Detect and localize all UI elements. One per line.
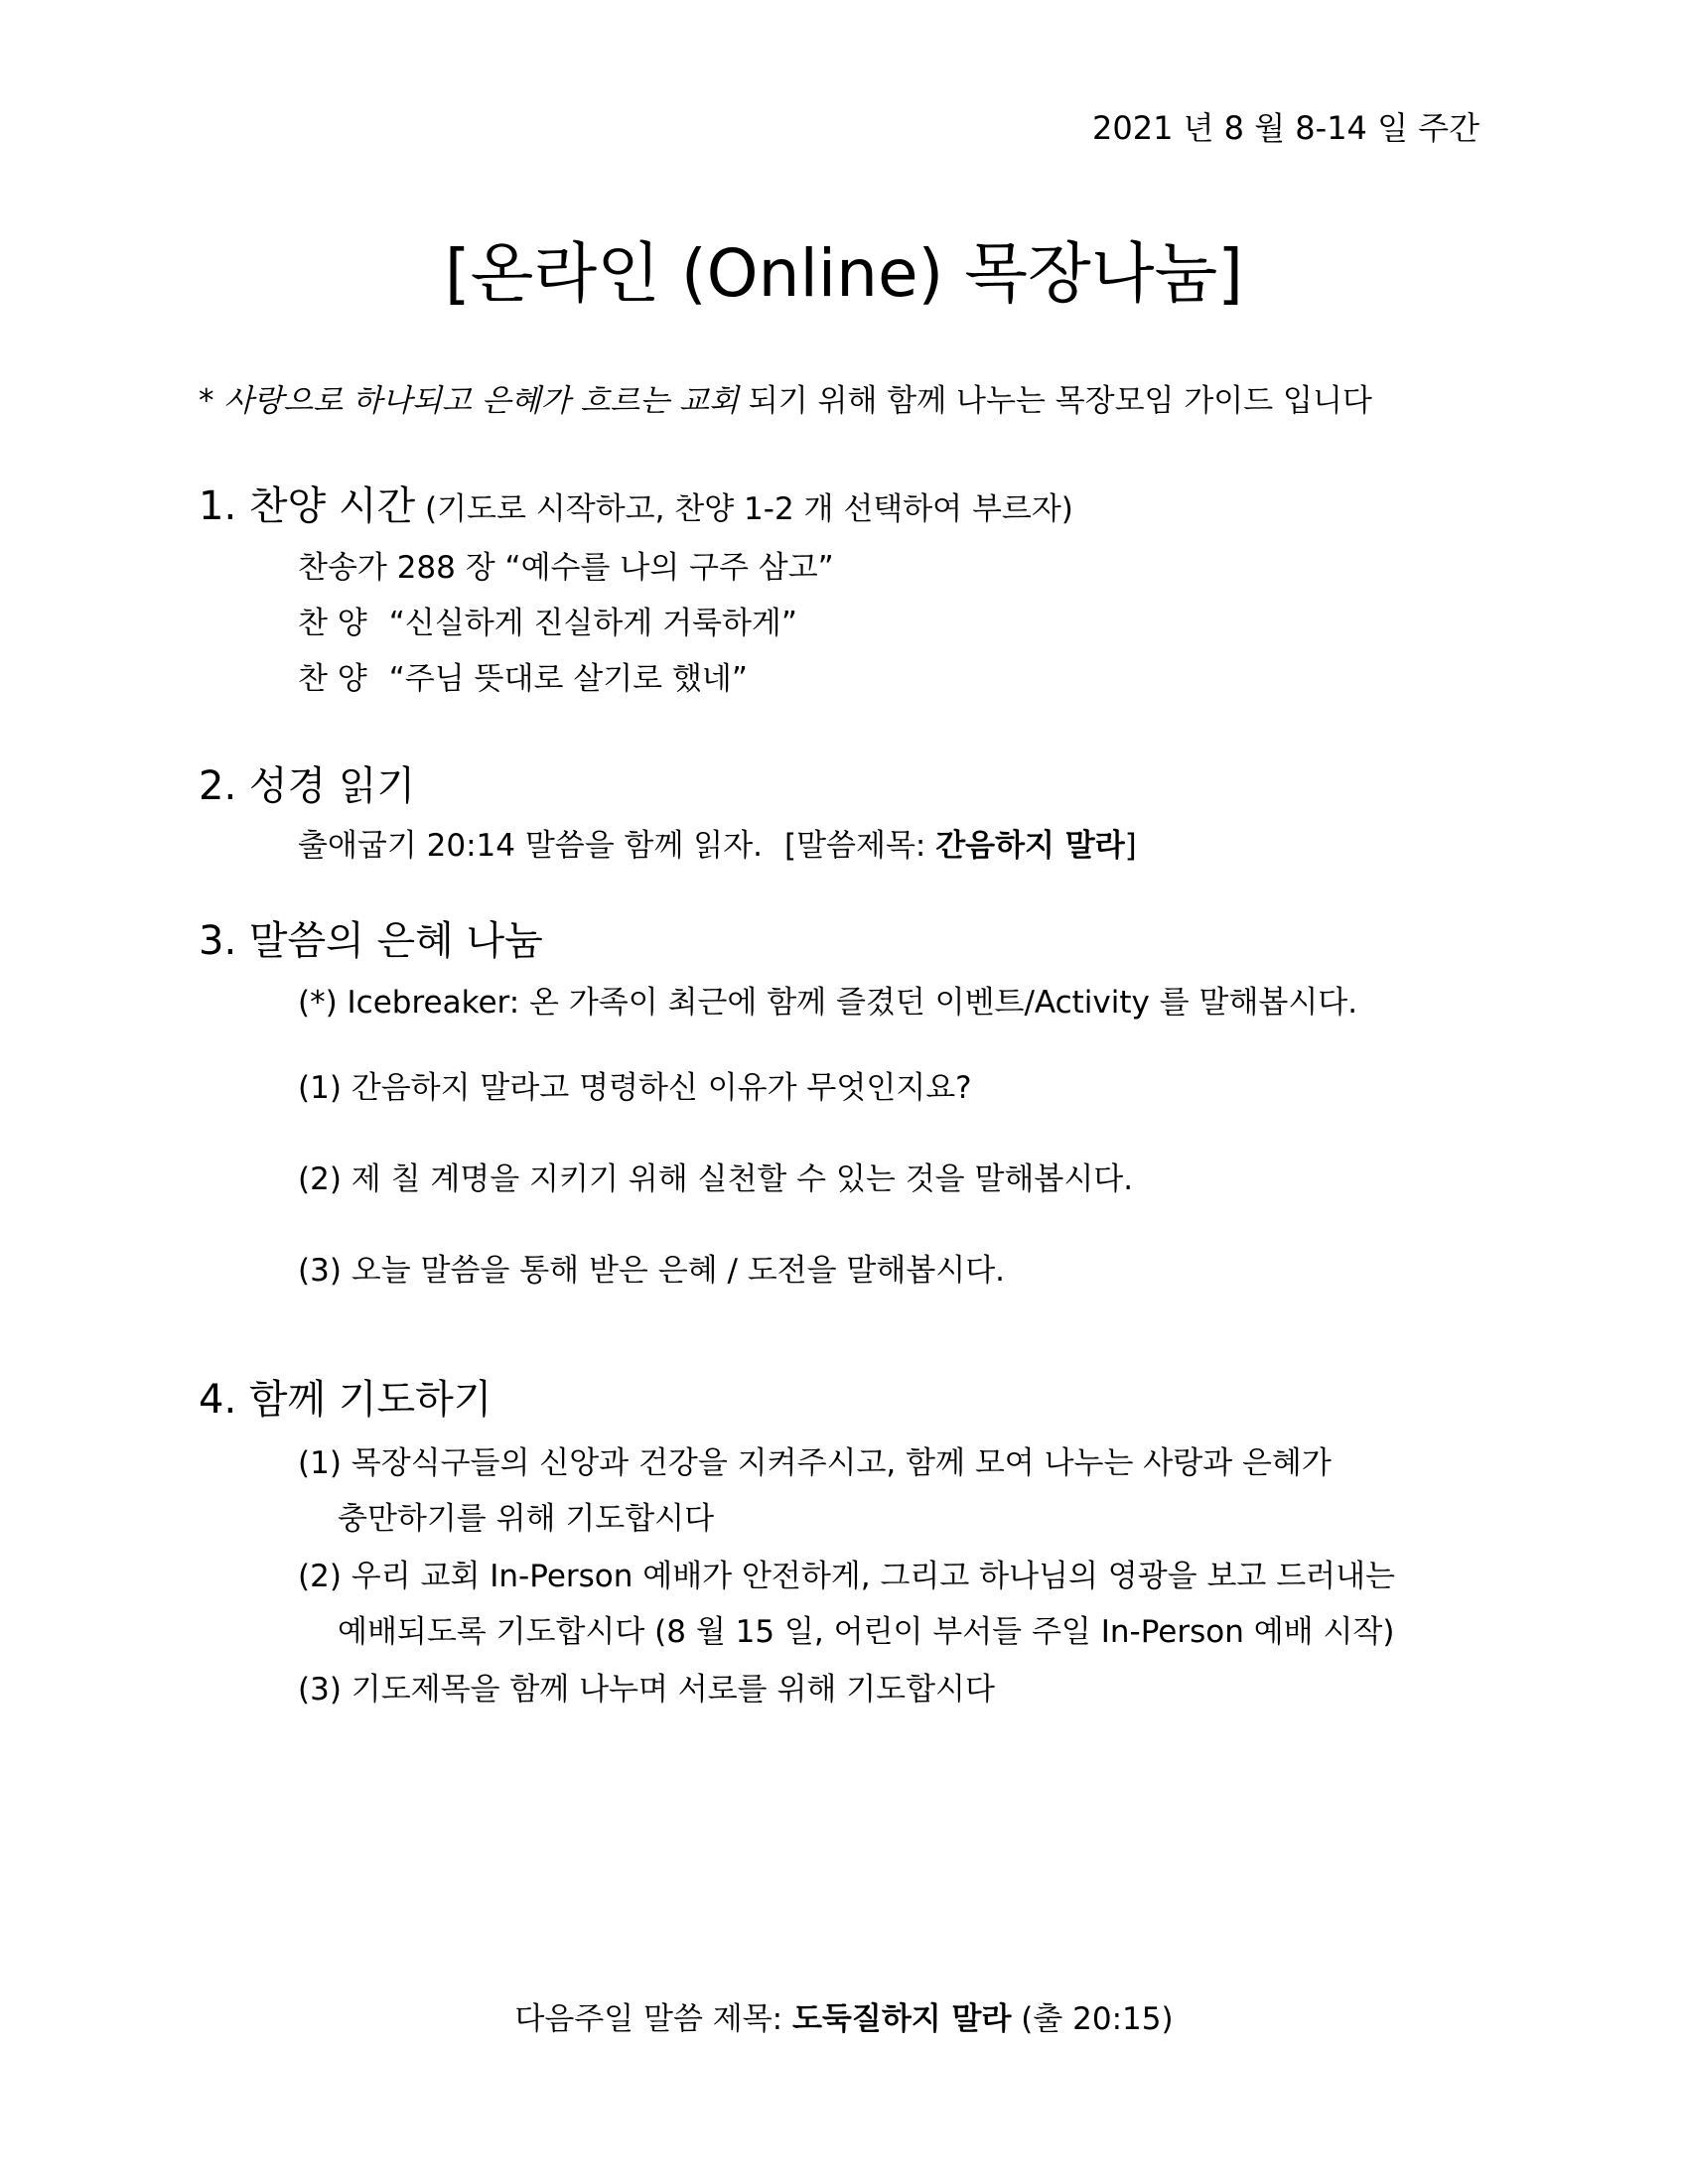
footer-prefix: 다음주일 말씀 제목: (514, 2001, 792, 2037)
prayer-item-line: (1) 목장식구들의 신앙과 건강을 지켜주시고, 함께 모여 나누는 사랑과 은혜가 (298, 1445, 1332, 1481)
footer-sermon-title: 도둑질하지 말라 (791, 2001, 1012, 2037)
song-label: 찬 양 (298, 661, 367, 697)
intro-church-motto: 사랑으로 하나되고 은혜가 흐르는 교회 (223, 383, 739, 419)
sermon-title: 간음하지 말라 (935, 828, 1125, 864)
song-title: “신실하게 진실하게 거룩하게” (388, 606, 797, 641)
song-item (298, 542, 834, 587)
week-date: 2021 년 8 월 8-14 일 주간 (1091, 109, 1479, 147)
section-sharing-heading: 3. 말씀의 은혜 나눔 (199, 918, 543, 964)
discussion-question: (1) 간음하지 말라고 명령하신 이유가 무엇인지요? (298, 1070, 972, 1106)
bible-reading (298, 820, 1137, 865)
section-heading-text: 1. 찬양 시간 (199, 483, 416, 529)
section-worship-heading (199, 475, 1073, 531)
prayer-item-line: 충만하기를 위해 기도합시다 (338, 1501, 715, 1537)
song-item (298, 653, 748, 698)
song-title: “주님 뜻대로 살기로 했네” (388, 661, 748, 697)
prayer-item-line: (2) 우리 교회 In-Person 예배가 안전하게, 그리고 하나님의 영광을 보고 드러내는 (298, 1559, 1395, 1594)
section-note: (기도로 시작하고, 찬양 1-2 개 선택하여 부르자) (415, 491, 1073, 527)
song-title: “예수를 나의 구주 삼고” (504, 550, 834, 586)
section-bible-reading-heading: 2. 성경 읽기 (199, 763, 416, 809)
next-week-sermon (0, 1993, 1688, 2038)
intro-text (199, 375, 1372, 420)
intro-prefix: * (199, 383, 224, 419)
song-item (298, 598, 797, 642)
icebreaker-question: (*) Icebreaker: 온 가족이 최근에 함께 즐겼던 이벤트/Activity 를 말해봅시다. (298, 985, 1358, 1021)
song-label: 찬송가 288 장 (298, 550, 495, 586)
song-label: 찬 양 (298, 606, 367, 641)
page-title: [온라인 (Online) 목장나눔] (444, 235, 1244, 312)
discussion-question: (2) 제 칠 계명을 지키기 위해 실천할 수 있는 것을 말해봅시다. (298, 1161, 1134, 1197)
prayer-item-line: 예배되도록 기도합시다 (8 월 15 일, 어린이 부서들 주일 In-Person 예배 시작) (338, 1614, 1395, 1650)
section-prayer-heading: 4. 함께 기도하기 (199, 1377, 492, 1423)
sermon-prefix: [말씀제목: (784, 828, 936, 864)
discussion-question: (3) 오늘 말씀을 통해 받은 은혜 / 도전을 말해봅시다. (298, 1253, 1006, 1289)
reading-text: 출애굽기 20:14 말씀을 함께 읽자. (298, 828, 764, 864)
prayer-item-line: (3) 기도제목을 함께 나누며 서로를 위해 기도합시다 (298, 1672, 995, 1707)
footer-suffix: (출 20:15) (1011, 2001, 1174, 2037)
sermon-suffix: ] (1124, 828, 1137, 864)
intro-rest: 되기 위해 함께 나누는 목장모임 가이드 입니다 (738, 383, 1372, 419)
